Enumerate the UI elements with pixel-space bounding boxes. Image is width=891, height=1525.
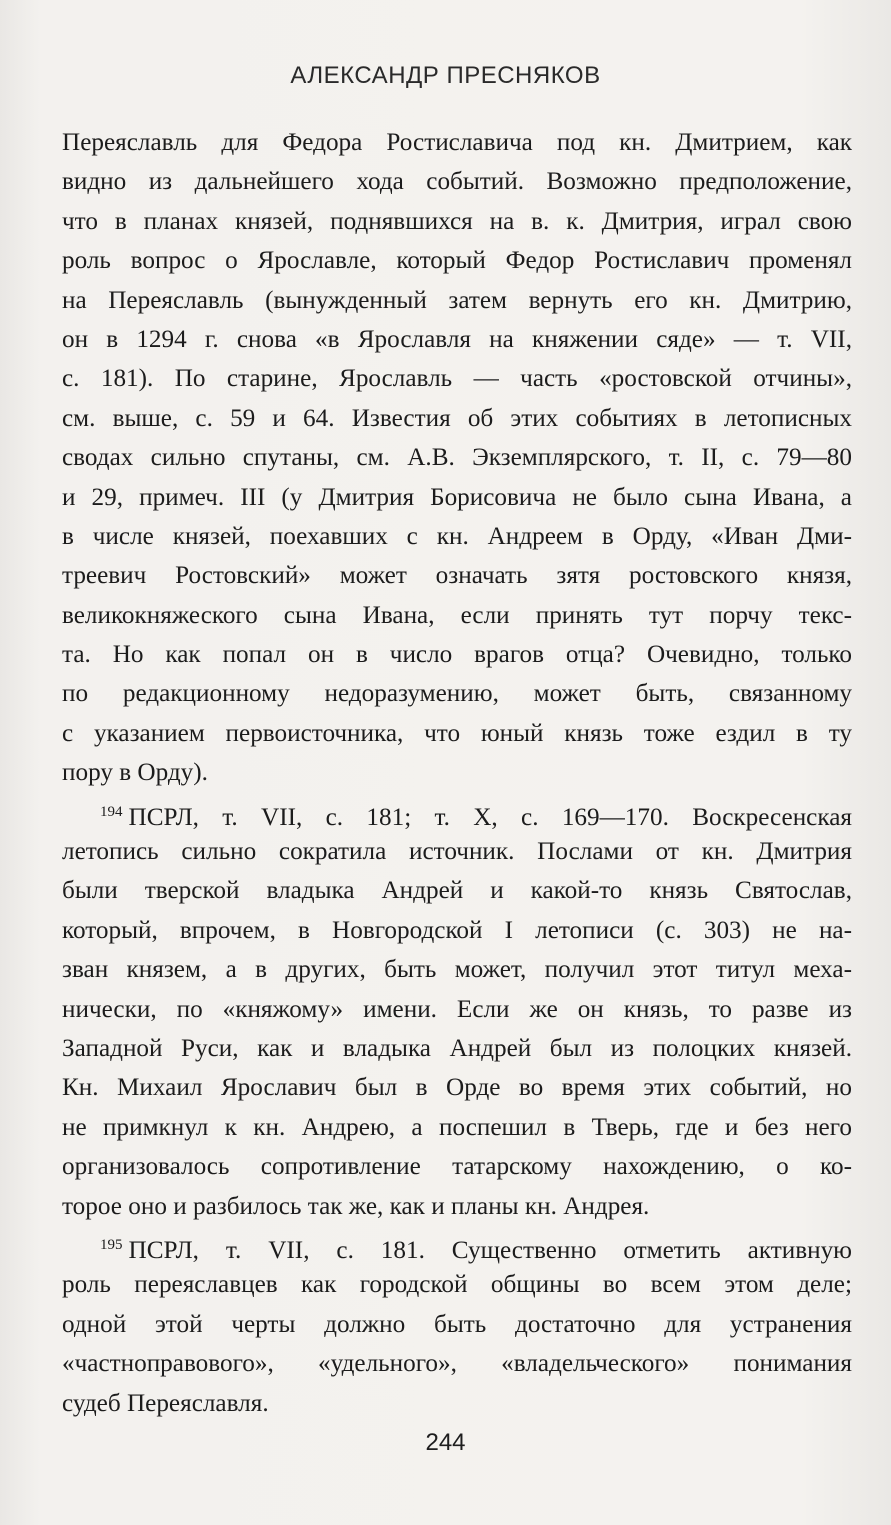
text-line-first [62, 793, 852, 832]
text-line: зван князем, а в других, быть может, получил этот титул меха- [62, 956, 852, 984]
text-line: пору в Орду). [62, 759, 208, 787]
text-line: с. 181). По старине, Ярославль — часть «ростовской отчины», [62, 365, 852, 393]
text-line-first [62, 1226, 852, 1265]
note-195 [62, 1226, 852, 1423]
text-line: и 29, примеч. III (у Дмитрия Борисовича не было сына Ивана, а [62, 483, 852, 511]
text-line: одной этой черты должно быть достаточно для устранения [62, 1310, 852, 1338]
text-line: он в 1294 г. снова «в Ярославля на княжении сяде» — т. VII, [62, 325, 852, 353]
text-line: который, впрочем, в Новгородской I летописи (с. 303) не на- [62, 916, 852, 944]
text-line: организовалось сопротивление татарскому нахождению, о ко- [62, 1153, 852, 1181]
text-line: судеб Переяславля. [62, 1389, 269, 1417]
text-line: Кн. Михаил Ярославич был в Орде во время этих событий, но [62, 1074, 852, 1102]
text-line: сводах сильно спутаны, см. А.В. Экземплярского, т. II, с. 79—80 [62, 444, 852, 472]
text-line: нически, по «княжому» имени. Если же он князь, то разве из [62, 995, 852, 1023]
text-line: ПСРЛ, т. VII, с. 181. Существенно отметить активную [128, 1236, 852, 1264]
text-line: летопись сильно сократила источник. Послами от кн. Дмитрия [62, 838, 852, 866]
text-line: треевич Ростовский» может означать зятя ростовского князя, [62, 562, 852, 590]
text-line: по редакционному недоразумению, может быть, связанному [62, 680, 852, 708]
text-line: см. выше, с. 59 и 64. Известия об этих событиях в летописных [62, 404, 852, 432]
note-number: 194 [100, 803, 123, 820]
text-line: Переяславль для Федора Ростиславича под кн. Дмитрием, как [62, 129, 852, 156]
text-line: великокняжеского сына Ивана, если принять тут порчу текс- [62, 601, 852, 629]
text-line: та. Но как попал он в число врагов отца? Очевидно, только [62, 641, 852, 669]
note-194 [62, 793, 852, 1226]
text-line: в числе князей, поехавших с кн. Андреем в Орду, «Иван Дми- [62, 522, 852, 550]
note-number: 195 [100, 1236, 123, 1253]
text-line: «частноправового», «удельного», «владельческого» понимания [62, 1350, 852, 1378]
text-line: роль переяславцев как городской общины во всем этом деле; [62, 1271, 852, 1299]
running-head: АЛЕКСАНДР ПРЕСНЯКОВ [290, 62, 601, 89]
text-line: не примкнул к кн. Андрею, а поспешил в Тверь, где и без него [62, 1113, 852, 1141]
text-line: были тверской владыка Андрей и какой-то князь Святослав, [62, 877, 852, 905]
paragraph-continuation [62, 123, 852, 793]
text-line: с указанием первоисточника, что юный князь тоже ездил в ту [62, 719, 852, 747]
page-number: 244 [425, 1429, 466, 1456]
text-line: что в планах князей, поднявшихся на в. к. Дмитрия, играл свою [62, 207, 852, 235]
text-line: роль вопрос о Ярославле, который Федор Ростиславич променял [62, 247, 852, 275]
text-line: на Переяславль (вынужденный затем вернуть его кн. Дмитрию, [62, 286, 852, 314]
text-line: видно из дальнейшего хода событий. Возможно предположение, [62, 168, 852, 196]
text-line: Западной Руси, как и владыка Андрей был из полоцких князей. [62, 1034, 852, 1062]
text-line: ПСРЛ, т. VII, с. 181; т. X, с. 169—170. Воскресенская [128, 803, 852, 831]
main-text [62, 123, 852, 1423]
text-line: торое оно и разбилось так же, как и планы кн. Андрея. [62, 1192, 650, 1220]
